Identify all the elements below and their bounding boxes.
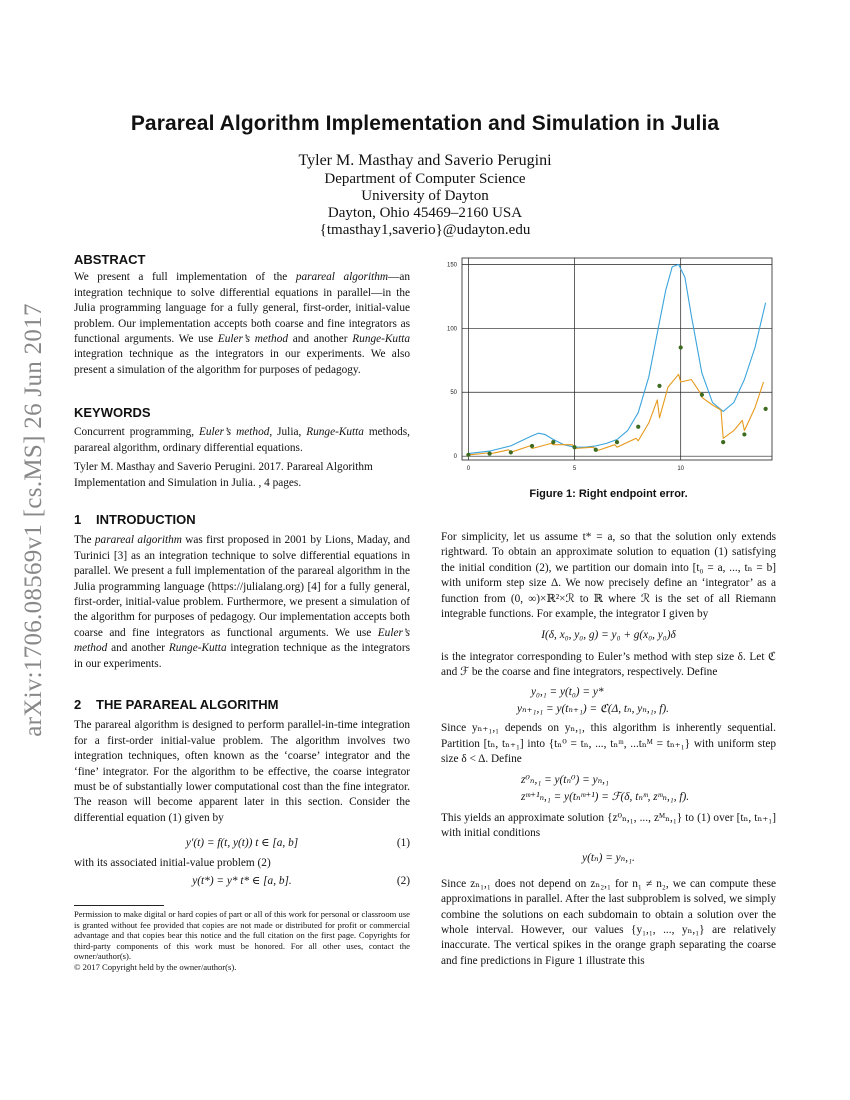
chart-grid: [462, 258, 772, 460]
x-tick-label: 5: [572, 466, 577, 472]
paragraph: For simplicity, let us assume t* = a, so that the solution only extends rightward. To obtain an approximate solution to equation (1) satisfying the initial condition (2), we partition our domain into [t₀ = a, ..., tₙ = b] with uniform step size Δ. We now precisely define an ‘integrator’ as a function from (0, ∞)×ℝ²×ℛ to ℝ where ℛ is the set of all Riemann integrable functions. For example, the integrator I given by: [441, 531, 776, 621]
footnote-rule: [74, 905, 164, 906]
right-column-text: [441, 530, 776, 969]
affiliation-line: University of Dayton: [361, 188, 489, 204]
section-heading: 1 INTRODUCTION: [74, 512, 196, 527]
section-heading: 2 THE PARAREAL ALGORITHM: [74, 697, 279, 712]
arxiv-stamp-text: arXiv:1706.08569v1 [cs.MS] 26 Jun 2017: [20, 303, 47, 737]
chart-series: [468, 264, 765, 455]
coarse-data-point: [615, 440, 619, 444]
paragraph: is the integrator corresponding to Euler’s method with step size δ. Let ℭ and ℱ be the coarse and fine integrators, respectively. Define: [441, 650, 776, 679]
introduction-body: The parareal algorithm was first proposed in 2001 by Lions, Maday, and Turinici [3] as an integration technique to solve differential equations in parallel. We present a full implementation of the parareal algorithm in the Julia programming language (https://julialang.org) [4] for a fully general, first-order, initial-value problem. Furthermore, we present a simulation of the algorithm for purposes of pedagogy. Our implementation accepts both coarse and fine integrators as functional arguments. We use Euler’s method and another Runge-Kutta integration technique as the integrators in our experiments.: [74, 534, 410, 670]
author-email: {tmasthay1,saverio}@udayton.edu: [319, 222, 531, 238]
coarse-data-point: [488, 452, 492, 456]
x-tick-label: 10: [677, 466, 685, 472]
chart-ticks: [447, 262, 685, 472]
coarse-data-point: [594, 448, 598, 452]
equation-integrator: I(δ, x₀, y₀, g) = y₀ + g(x₀, y₀)δ: [541, 629, 676, 642]
introduction-section: [74, 512, 410, 672]
coarse-data-point: [742, 432, 746, 436]
equation-yn: yₙ₊₁,₁ = y(tₙ₊₁) = ℭ(Δ, tₙ, yₙ,₁, f).: [517, 703, 669, 716]
equation-zm: zᵐ⁺¹ₙ,₁ = y(tₙᵐ⁺¹) = ℱ(δ, tₙᵐ, zᵐₙ,₁, f).: [521, 791, 690, 804]
coarse-data-point: [466, 453, 470, 457]
x-tick-label: 0: [466, 466, 471, 472]
chart-points: [466, 345, 767, 457]
arxiv-stamp: [16, 290, 52, 750]
coarse-data-point: [636, 425, 640, 429]
coarse-data-point: [700, 393, 704, 397]
y-tick-label: 150: [446, 262, 457, 269]
exact-solution-line: [468, 264, 765, 453]
abstract-section: [74, 252, 410, 378]
affiliation-line: Dayton, Ohio 45469–2160 USA: [327, 205, 523, 221]
equation-z0: z⁰ₙ,₁ = y(tₙ⁰) = yₙ,₁: [521, 773, 609, 786]
equation-yt: y(tₙ) = yₙ,₁.: [582, 852, 635, 865]
coarse-data-point: [764, 407, 768, 411]
y-tick-label: 0: [453, 454, 457, 461]
equation-intro: with its associated initial-value problem (2): [74, 857, 271, 870]
coarse-data-point: [530, 444, 534, 448]
copyright-text: © 2017 Copyright held by the owner/author(s).: [74, 961, 237, 972]
y-tick-label: 50: [450, 390, 457, 397]
paragraph: Since zₙ₁,₁ does not depend on zₙ₂,₁ for n₁ ≠ n₂, we can compute these approximations in parallel. After the last subproblem is solved, we simply combine the solutions on each subdomain to obtain a solution over the whole interval. However, our values {y₁,₁, ..., yₙ,₁} are relatively inaccurate. The vertical spikes in the orange graph separating the coarse and fine predictions in Figure 1 illustrate this: [441, 877, 776, 967]
abstract-heading: ABSTRACT: [74, 252, 146, 267]
reference-format: Tyler M. Masthay and Saverio Perugini. 2017. Parareal Algorithm Implementation and Simulation in Julia. , 4 pages.: [74, 461, 373, 489]
parareal-body: The parareal algorithm is designed to perform parallel-in-time integration for a first-order initial-value problem. The algorithm involves two integration techniques, often known as the ‘coarse’ integrator and the ‘fine’ integrator. For the algorithm to be effective, the coarse integrator must be of substantially lower computational cost than the fine integrator. The reason will become apparent later in this section. Consider the differential equation (1) given by: [74, 719, 410, 824]
author-block: [0, 152, 850, 239]
abstract-body: We present a full implementation of the parareal algorithm—an integration technique to solve differential equations in parallel—in the Julia programming language for a fully general, first-order, initial-value problem. Our implementation accepts both coarse and fine integrators as functional arguments. We use Euler’s method and another Runge-Kutta integration technique as the integrators in our experiments. We also present a simulation of the algorithm for purposes of pedagogy.: [74, 271, 410, 376]
figure-caption: Figure 1: Right endpoint error.: [529, 488, 688, 500]
figure-1-chart: [436, 252, 778, 474]
paper-title: Parareal Algorithm Implementation and Simulation in Julia: [130, 112, 720, 135]
coarse-data-point: [657, 384, 661, 388]
affiliation-line: Department of Computer Science: [324, 171, 526, 187]
keywords-heading: KEYWORDS: [74, 405, 151, 420]
paragraph: This yields an approximate solution {z⁰ₙ,₁, ..., zᴹₙ,₁} to (1) over [tₙ, tₙ₊₁] with initial conditions: [441, 811, 776, 839]
equation-y0: y₀,₁ = y(t₀) = y*: [531, 685, 604, 698]
coarse-data-point: [572, 445, 576, 449]
parareal-section: [74, 697, 410, 892]
coarse-data-point: [679, 345, 683, 349]
keywords-section: [74, 405, 410, 491]
keywords-body: Concurrent programming, Euler’s method, Julia, Runge-Kutta methods, parareal algorithm, ordinary differential equations.: [74, 426, 410, 454]
permission-text: Permission to make digital or hard copies of part or all of this work for personal or classroom use is granted without fee provided that copies are not made or distributed for profit or commercial advantage and that copies bear this notice and the full citation on the first page. Copyrights for third-party components of this work must be honored. For all other uses, contact the owner/author(s).: [74, 909, 410, 961]
author-names: Tyler M. Masthay and Saverio Perugini: [298, 152, 552, 169]
plot-frame: [462, 258, 772, 460]
equation-2: y(t*) = y* t* ∈ [a, b]. (2): [192, 874, 410, 887]
coarse-data-point: [721, 440, 725, 444]
equation-1: y′(t) = f(t, y(t)) t ∈ [a, b] (1): [185, 837, 410, 850]
coarse-data-point: [509, 450, 513, 454]
permission-footnote: [74, 909, 410, 972]
paragraph: Since yₙ₊₁,₁ depends on yₙ,₁, this algorithm is inherently sequential. Partition [tₙ, tₙ₊₁] into {tₙ⁰ = tₙ, ..., tₙᵐ, ...tₙᴹ = tₙ₊₁} with uniform step size δ < Δ. Define: [441, 722, 776, 766]
coarse-data-point: [551, 440, 555, 444]
y-tick-label: 100: [446, 326, 457, 333]
